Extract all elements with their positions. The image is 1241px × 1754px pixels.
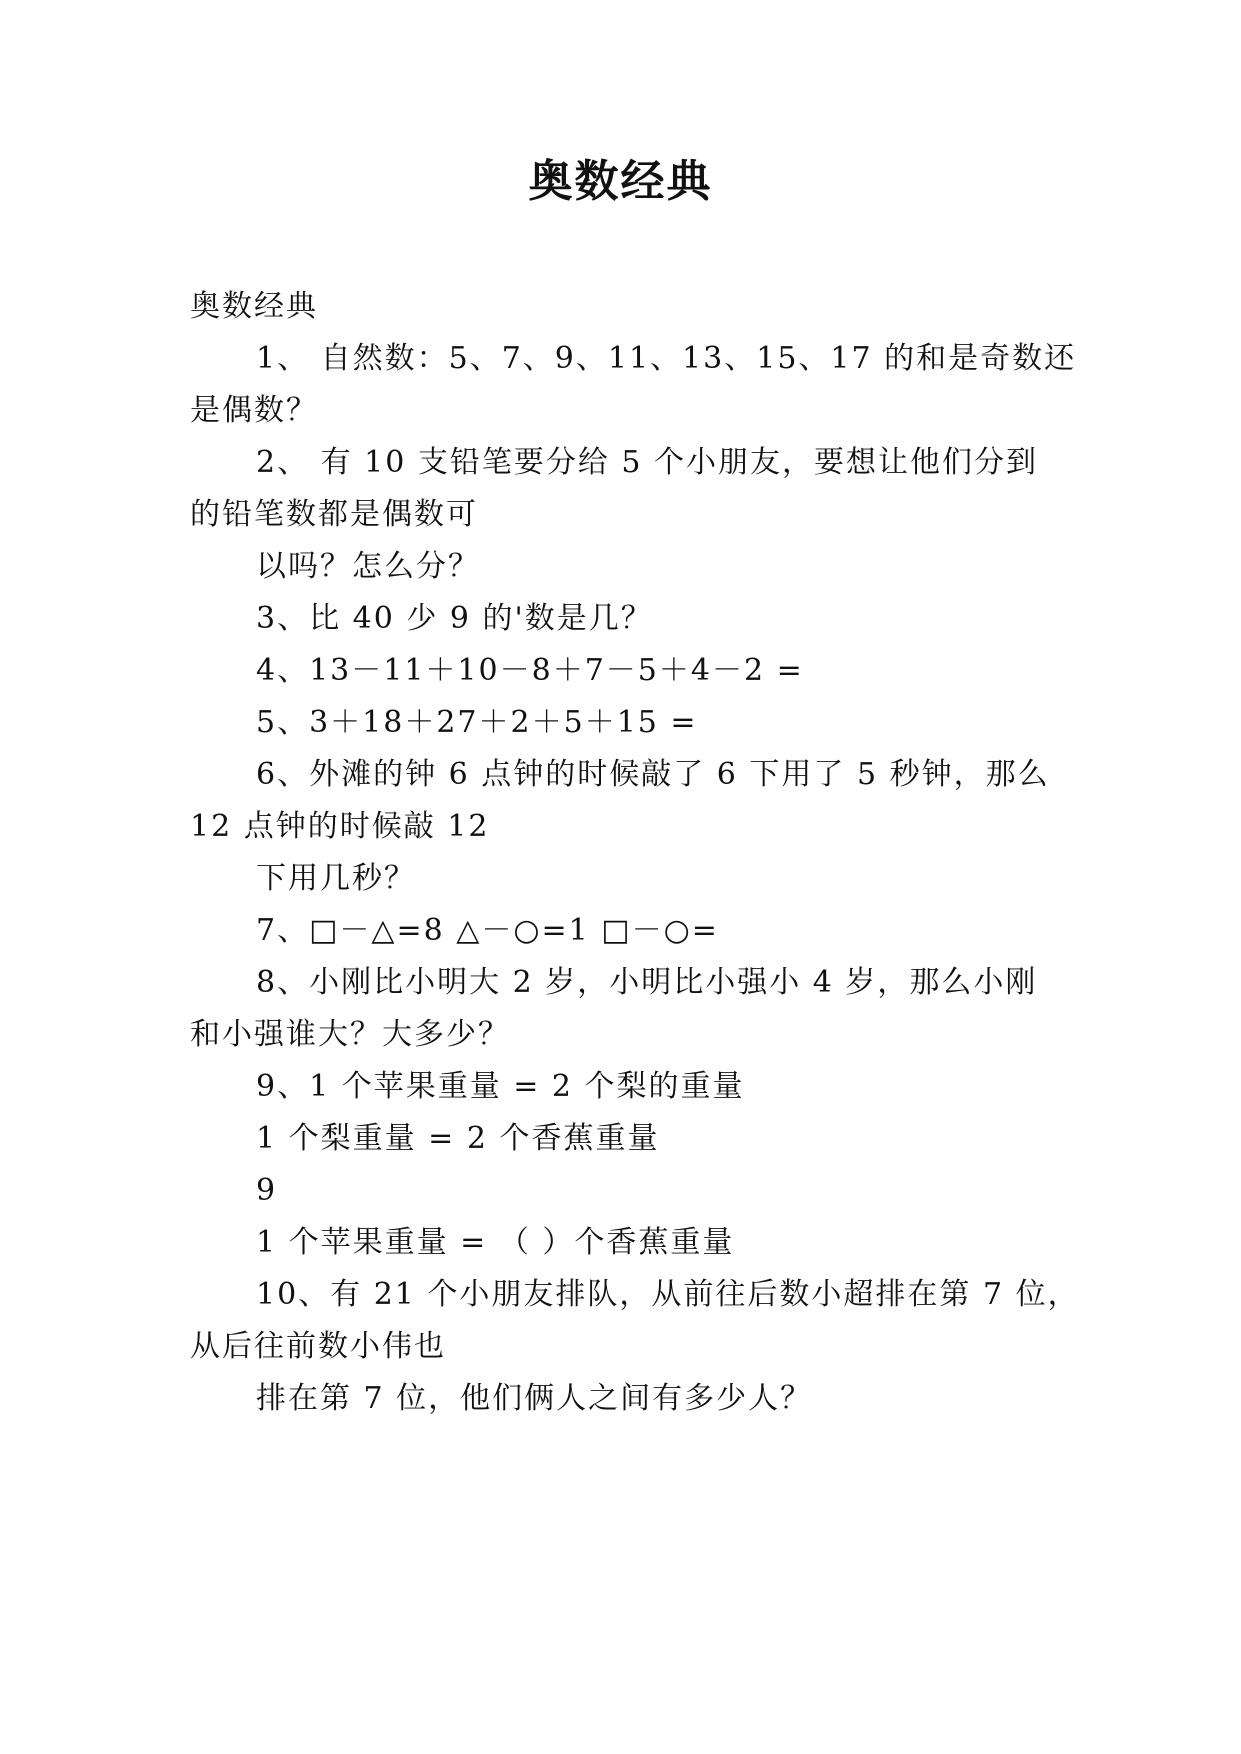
document-title: 奥数经典 [528,156,713,207]
question-10-line-2: 从后往前数小伟也 [190,1329,446,1364]
question-5: 5、3＋18＋27＋2＋5＋15 = [256,705,698,740]
question-3: 3、比 40 少 9 的'数是几？ [256,601,653,636]
question-1-line-2: 是偶数？ [190,393,318,428]
question-8-line-1: 8、小刚比小明大 2 岁，小明比小强小 4 岁，那么小刚 [256,965,1038,1000]
question-10-line-3: 排在第 7 位，他们俩人之间有多少人？ [256,1381,813,1416]
question-9-line-3: 9 [256,1173,278,1208]
question-1-line-1: 1、 自然数：5、7、9、11、13、15、17 的和是奇数还 [256,341,1077,376]
question-6-line-3: 下用几秒？ [256,861,416,896]
question-7: 7、□－△=8 △－○=1 □－○= [256,913,719,948]
question-8-line-2: 和小强谁大？大多少？ [190,1017,510,1052]
question-9-line-4: 1 个苹果重量 = （ ）个香蕉重量 [256,1225,735,1260]
question-4: 4、13－11＋10－8＋7－5＋4－2 = [256,653,804,688]
question-9-line-1: 9、1 个苹果重量 = 2 个梨的重量 [256,1069,745,1104]
question-2-line-3: 以吗？怎么分？ [256,549,480,584]
question-2-line-2: 的铅笔数都是偶数可 [190,497,478,532]
question-2-line-1: 2、 有 10 支铅笔要分给 5 个小朋友，要想让他们分到 [256,445,1039,480]
question-10-line-1: 10、有 21 个小朋友排队，从前往后数小超排在第 7 位， [256,1277,1080,1312]
question-6-line-1: 6、外滩的钟 6 点钟的时候敲了 6 下用了 5 秒钟，那么 [256,757,1050,792]
question-9-line-2: 1 个梨重量 = 2 个香蕉重量 [256,1121,660,1156]
body-heading: 奥数经典 [190,289,318,324]
question-6-line-2: 12 点钟的时候敲 12 [190,809,490,844]
